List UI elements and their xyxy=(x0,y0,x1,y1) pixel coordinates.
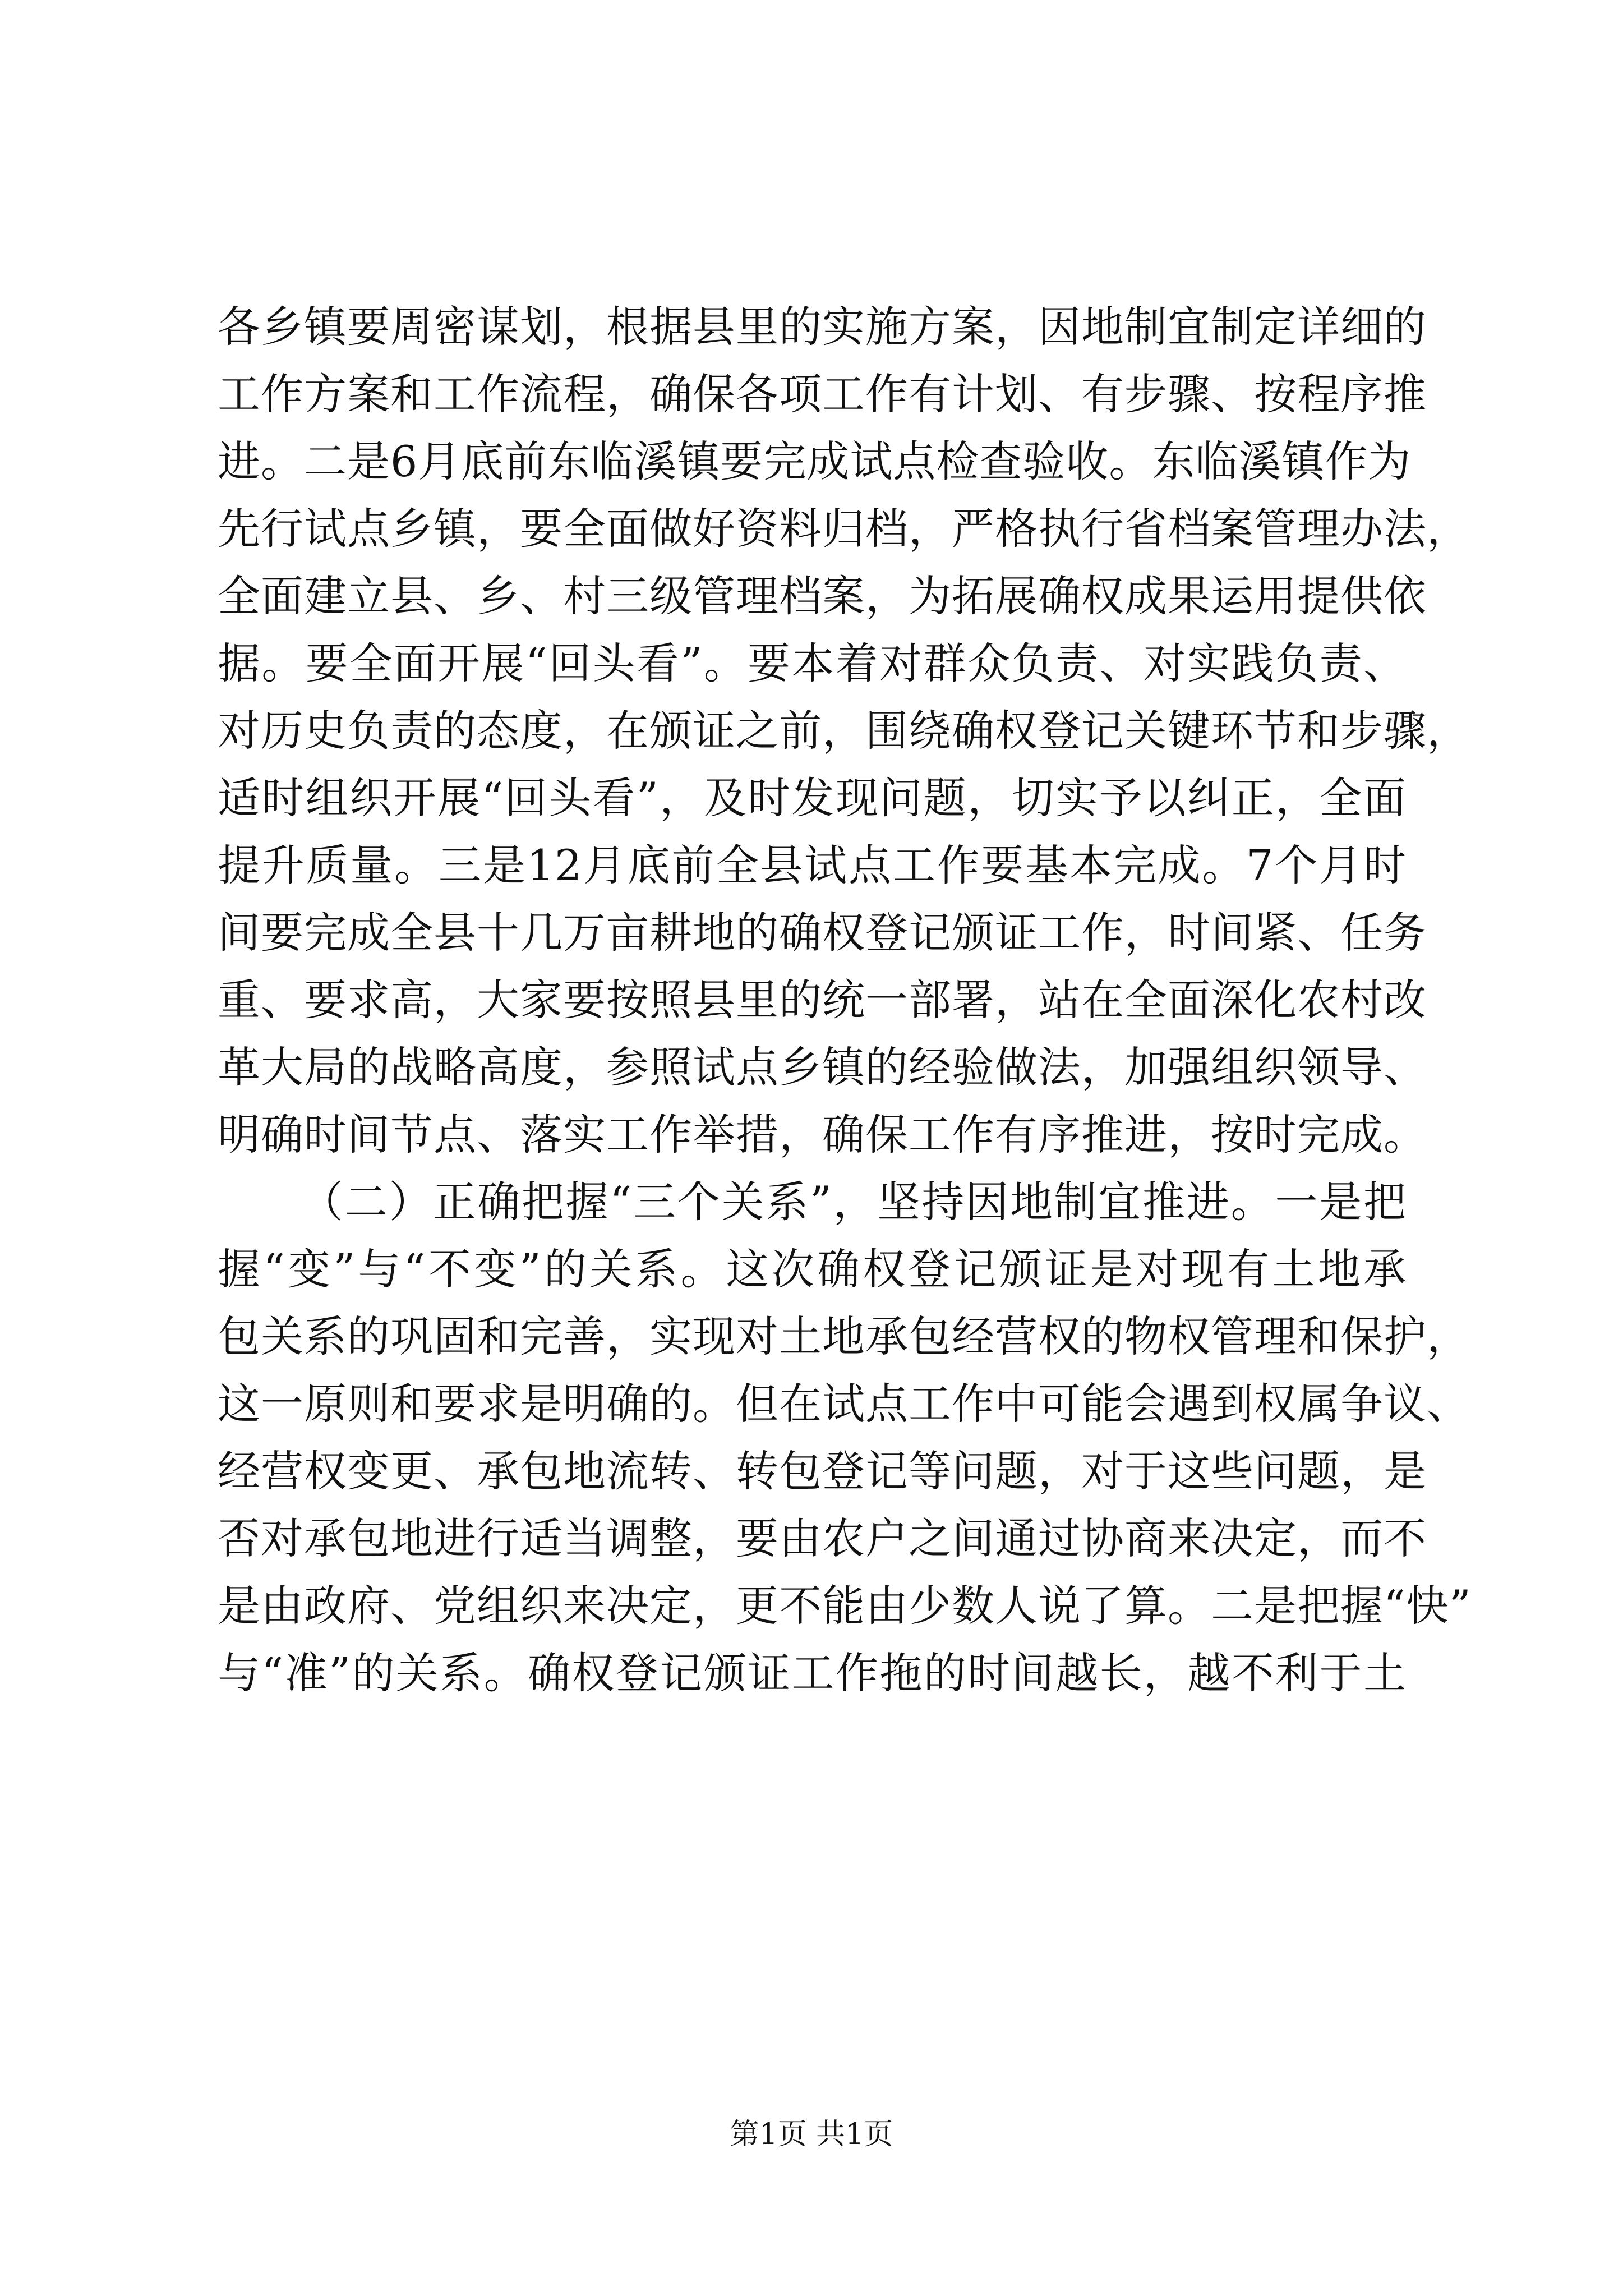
paragraph-2-line-1: （二）正确把握“三个关系”，坚持因地制宜推进。一是把 xyxy=(301,1177,1407,1227)
paragraph-2-line-5: 经营权变更、承包地流转、转包登记等问题，对于这些问题，是 xyxy=(218,1446,1427,1496)
paragraph-1-line-10: 间要完成全县十几万亩耕地的确权登记颁证工作，时间紧、任务 xyxy=(218,908,1427,958)
paragraph-1-line-5: 全面建立县、乡、村三级管理档案，为拓展确权成果运用提供依 xyxy=(218,571,1427,621)
paragraph-1-line-3: 进。二是6月底前东临溪镇要完成试点检查验收。东临溪镇作为 xyxy=(218,436,1412,486)
paragraph-2-line-4: 这一原则和要求是明确的。但在试点工作中可能会遇到权属争议、 xyxy=(218,1379,1470,1429)
paragraph-1-line-6: 据。要全面开展“回头看”。要本着对群众负责、对实践负责、 xyxy=(218,638,1407,688)
paragraph-1-line-4: 先行试点乡镇，要全面做好资料归档，严格执行省档案管理办法， xyxy=(218,504,1470,554)
paragraph-1-line-9: 提升质量。三是12月底前全县试点工作要基本完成。7个月时 xyxy=(218,840,1407,890)
page-footer: 第1页 共1页 xyxy=(730,2118,893,2151)
paragraph-1-line-2: 工作方案和工作流程，确保各项工作有计划、有步骤、按程序推 xyxy=(218,369,1427,419)
paragraph-1-line-7: 对历史负责的态度，在颁证之前，围绕确权登记关键环节和步骤， xyxy=(218,706,1470,756)
paragraph-2-line-6: 否对承包地进行适当调整，要由农户之间通过协商来决定，而不 xyxy=(218,1513,1427,1563)
paragraph-2-line-3: 包关系的巩固和完善，实现对土地承包经营权的物权管理和保护， xyxy=(218,1312,1470,1361)
paragraph-1-line-12: 革大局的战略高度，参照试点乡镇的经验做法，加强组织领导、 xyxy=(218,1042,1427,1092)
paragraph-1-line-13: 明确时间节点、落实工作举措，确保工作有序推进，按时完成。 xyxy=(218,1110,1427,1159)
paragraph-2-line-8: 与“准”的关系。确权登记颁证工作拖的时间越长，越不利于土 xyxy=(218,1648,1407,1698)
paragraph-1-line-11: 重、要求高，大家要按照县里的统一部署，站在全面深化农村改 xyxy=(218,975,1427,1025)
paragraph-1-line-8: 适时组织开展“回头看”，及时发现问题，切实予以纠正，全面 xyxy=(218,773,1407,823)
paragraph-2-line-7: 是由政府、党组织来决定，更不能由少数人说了算。二是把握“快” xyxy=(218,1581,1472,1631)
paragraph-1-line-1: 各乡镇要周密谋划，根据县里的实施方案，因地制宜制定详细的 xyxy=(218,302,1427,352)
paragraph-2-line-2: 握“变”与“不变”的关系。这次确权登记颁证是对现有土地承 xyxy=(218,1244,1407,1294)
